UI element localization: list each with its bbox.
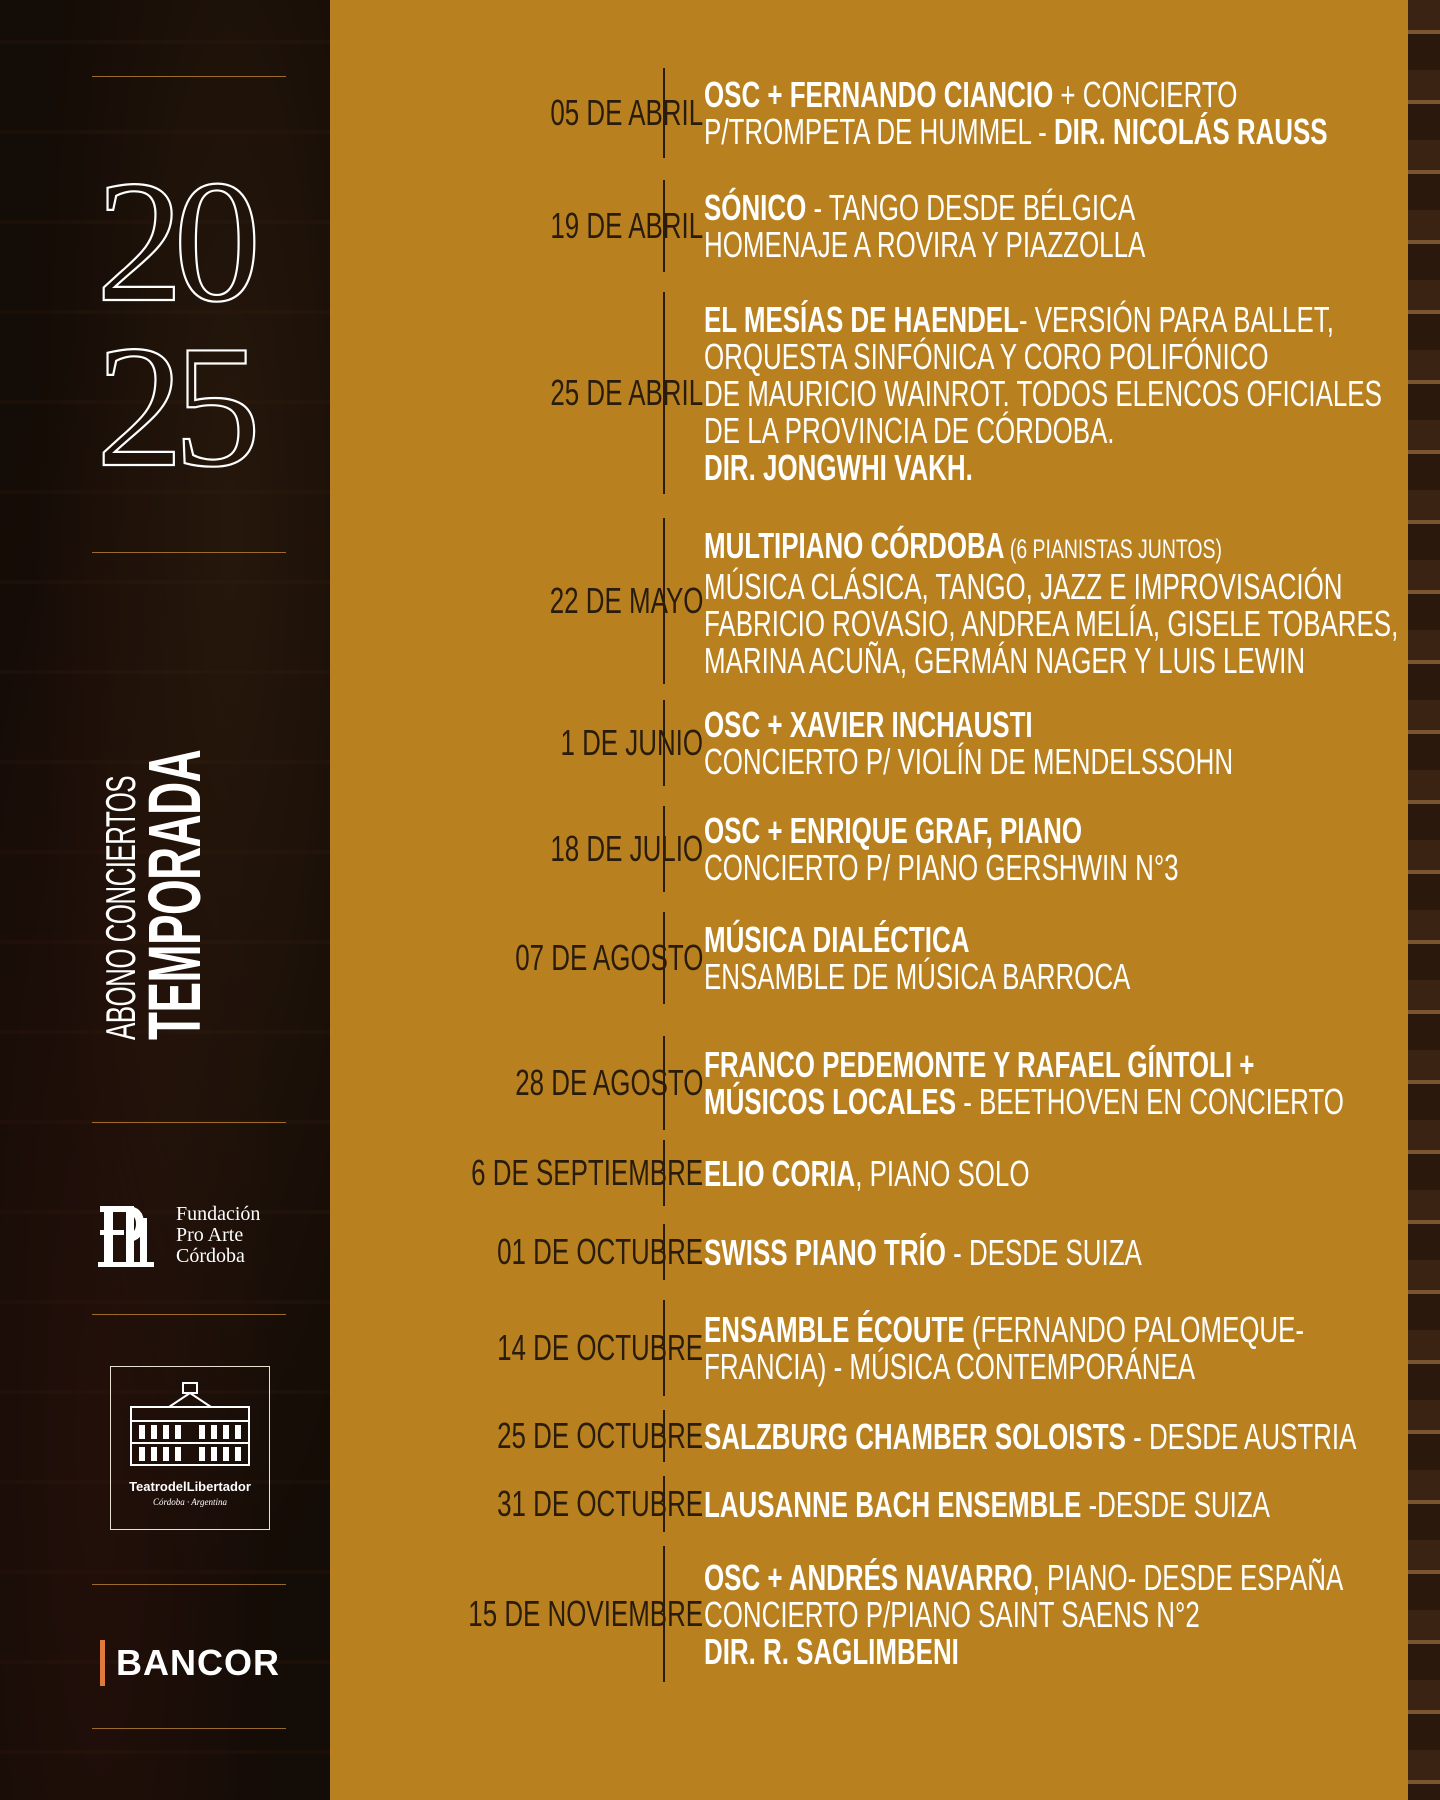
event-line: [704, 743, 1410, 780]
event-highlight-text: SÓNICO: [704, 187, 807, 228]
event-date: 14 DE OCTUBRE: [497, 1327, 703, 1368]
event-highlight-text: DIR. JONGWHI VAKH.: [704, 446, 973, 488]
event-date: 07 DE AGOSTO: [514, 937, 703, 978]
event-line: [704, 1046, 1410, 1083]
event-row: [330, 68, 1408, 158]
event-line: [704, 335, 1410, 377]
event-text: - TANGO DESDE BÉLGICA: [806, 187, 1136, 228]
event-line: [704, 1415, 1410, 1457]
event-line: [704, 1593, 1410, 1635]
event-highlight-text: MÚSICOS LOCALES: [704, 1081, 957, 1122]
event-highlight-text: DIR. NICOLÁS RAUSS: [1053, 111, 1328, 152]
teatro-name: TeatrodelLibertador: [129, 1479, 251, 1494]
event-row: [330, 1476, 1408, 1532]
event-highlight-text: OSC + FERNANDO CIANCIO: [704, 74, 1054, 115]
event-line: [704, 812, 1410, 849]
event-row: [330, 1224, 1408, 1280]
event-text: P/TROMPETA DE HUMMEL -: [704, 111, 1054, 152]
event-description: [704, 921, 1440, 995]
event-highlight-text: DIR. R. SAGLIMBENI: [704, 1630, 959, 1672]
event-highlight-text: OSC + ENRIQUE GRAF, PIANO: [704, 810, 1083, 851]
event-text: DE MAURICIO WAINROT. TODOS ELENCOS OFICIALES: [704, 372, 1382, 414]
event-line: [704, 372, 1410, 414]
theater-background: [0, 0, 330, 1800]
event-description: [704, 1415, 1440, 1457]
event-row: [330, 180, 1408, 272]
event-line: [704, 1483, 1410, 1525]
event-text: - BEETHOVEN EN CONCIERTO: [956, 1081, 1344, 1122]
event-description: [704, 1046, 1440, 1120]
event-line: [704, 921, 1410, 958]
event-date: 19 DE ABRIL: [550, 205, 703, 246]
divider: [92, 1314, 286, 1315]
season-title: [97, 600, 216, 1040]
event-line: [704, 642, 1410, 679]
event-row: [330, 806, 1408, 892]
divider: [92, 1728, 286, 1729]
event-date: 05 DE ABRIL: [550, 92, 703, 133]
event-line: [704, 605, 1410, 642]
event-description: [704, 1311, 1440, 1385]
event-row: [330, 1140, 1408, 1206]
title-line-2: TEMPORADA: [133, 749, 216, 1040]
event-highlight-text: ELIO CORIA: [704, 1152, 856, 1194]
event-text: (FERNANDO PALOMEQUE-: [964, 1309, 1305, 1350]
fpa-line-3: Córdoba: [176, 1245, 245, 1267]
event-line: [704, 226, 1410, 263]
year-line-1: 20: [96, 144, 251, 338]
event-date: 28 DE AGOSTO: [514, 1062, 703, 1103]
divider: [92, 76, 286, 77]
event-highlight-text: ENSAMBLE ÉCOUTE: [704, 1309, 965, 1350]
fpa-monogram-icon: [96, 1196, 166, 1276]
event-line: [704, 298, 1410, 340]
event-line: [704, 958, 1410, 995]
event-highlight-text: SALZBURG CHAMBER SOLOISTS: [704, 1415, 1126, 1457]
fpa-line-1: Fundación: [176, 1203, 261, 1225]
event-highlight-text: OSC + ANDRÉS NAVARRO: [704, 1556, 1033, 1598]
theater-edge-background: [1408, 0, 1440, 1800]
event-row: [330, 518, 1408, 684]
event-text: DE LA PROVINCIA DE CÓRDOBA.: [704, 409, 1115, 451]
year-line-2: 25: [96, 309, 251, 480]
event-line: [704, 113, 1410, 150]
event-line: [704, 409, 1410, 451]
event-date: 25 DE ABRIL: [550, 372, 703, 413]
event-highlight-text: FRANCO PEDEMONTE Y RAFAEL GÍNTOLI +: [704, 1044, 1255, 1085]
event-description: [704, 1483, 1440, 1525]
event-date: 31 DE OCTUBRE: [497, 1483, 703, 1524]
event-text: MÚSICA CLÁSICA, TANGO, JAZZ E IMPROVISACIÓN: [704, 566, 1343, 607]
event-line: [704, 568, 1410, 605]
event-row: [330, 292, 1408, 494]
event-text: CONCIERTO P/ VIOLÍN DE MENDELSSOHN: [704, 741, 1234, 782]
event-text: HOMENAJE A ROVIRA Y PIAZZOLLA: [704, 224, 1146, 265]
event-date: 01 DE OCTUBRE: [497, 1231, 703, 1272]
event-text: CONCIERTO P/PIANO SAINT SAENS N°2: [704, 1593, 1200, 1635]
event-highlight-text: MULTIPIANO CÓRDOBA: [704, 525, 1005, 566]
event-text: - VERSIÓN PARA BALLET,: [1018, 298, 1334, 340]
event-line: [704, 1348, 1410, 1385]
event-text: ORQUESTA SINFÓNICA Y CORO POLIFÓNICO: [704, 335, 1269, 377]
event-date: 25 DE OCTUBRE: [497, 1415, 703, 1456]
event-line: [704, 1152, 1410, 1194]
event-highlight-text: EL MESÍAS DE HAENDEL: [704, 298, 1019, 340]
event-date: 15 DE NOVIEMBRE: [468, 1593, 703, 1634]
event-row: [330, 1546, 1408, 1682]
event-text: -DESDE SUIZA: [1081, 1483, 1270, 1525]
event-date: 18 DE JULIO: [550, 828, 703, 869]
divider: [92, 552, 286, 553]
event-highlight-text: SWISS PIANO TRÍO: [704, 1231, 946, 1273]
event-text: - DESDE SUIZA: [945, 1231, 1142, 1273]
event-row: [330, 1036, 1408, 1130]
event-row: [330, 912, 1408, 1004]
schedule-panel: [330, 0, 1408, 1800]
event-text: (6 PIANISTAS JUNTOS): [1004, 534, 1222, 564]
event-description: [704, 706, 1440, 780]
theater-facade-icon: [111, 1367, 269, 1477]
event-line: [704, 76, 1410, 113]
event-description: [704, 76, 1440, 150]
year-graphic: [88, 140, 308, 480]
event-text: ENSAMBLE DE MÚSICA BARROCA: [704, 956, 1131, 997]
event-line: [704, 849, 1410, 886]
teatro-location: Córdoba · Argentina: [153, 1497, 227, 1507]
event-date: 1 DE JUNIO: [560, 722, 703, 763]
event-text: CONCIERTO P/ PIANO GERSHWIN N°3: [704, 847, 1179, 888]
event-line: [704, 1083, 1410, 1120]
event-description: [704, 1556, 1440, 1672]
event-description: [704, 812, 1440, 886]
bancor-text: BANCOR: [116, 1642, 280, 1683]
fpa-line-2: Pro Arte: [176, 1224, 244, 1246]
event-row: [330, 700, 1408, 786]
event-text: + CONCIERTO: [1053, 74, 1238, 115]
event-text: FRANCIA) - MÚSICA CONTEMPORÁNEA: [704, 1346, 1196, 1387]
event-row: [330, 1300, 1408, 1396]
event-row: [330, 1410, 1408, 1462]
event-line: [704, 189, 1410, 226]
bancor-accent-bar: [100, 1640, 105, 1686]
event-line: [704, 1311, 1410, 1348]
event-description: [704, 1231, 1440, 1273]
title-line-1: ABONO CONCIERTOS: [97, 775, 144, 1040]
fpa-text: [176, 1204, 260, 1267]
event-line: [704, 1630, 1410, 1672]
event-line: [704, 706, 1410, 743]
divider: [92, 1584, 286, 1585]
event-text: , PIANO- DESDE ESPAÑA: [1032, 1556, 1344, 1598]
event-highlight-text: LAUSANNE BACH ENSEMBLE: [704, 1483, 1082, 1525]
event-text: - DESDE AUSTRIA: [1125, 1415, 1357, 1457]
event-description: [704, 189, 1440, 263]
event-line: [704, 446, 1410, 488]
event-text: , PIANO SOLO: [855, 1152, 1030, 1194]
event-text: FABRICIO ROVASIO, ANDREA MELÍA, GISELE TOBARES,: [704, 603, 1399, 644]
event-date: 6 DE SEPTIEMBRE: [471, 1152, 703, 1193]
fundacion-pro-arte-logo: [96, 1196, 296, 1276]
event-line: [704, 1556, 1410, 1598]
event-line: [704, 527, 1410, 568]
event-description: [704, 1152, 1440, 1194]
event-highlight-text: MÚSICA DIALÉCTICA: [704, 919, 970, 960]
divider: [92, 1122, 286, 1123]
event-highlight-text: OSC + XAVIER INCHAUSTI: [704, 704, 1033, 745]
teatro-libertador-logo: [110, 1366, 270, 1530]
event-text: MARINA ACUÑA, GERMÁN NAGER Y LUIS LEWIN: [704, 640, 1306, 681]
event-line: [704, 1231, 1410, 1273]
event-date: 22 DE MAYO: [549, 580, 703, 621]
event-description: [704, 527, 1440, 679]
event-description: [704, 298, 1440, 488]
